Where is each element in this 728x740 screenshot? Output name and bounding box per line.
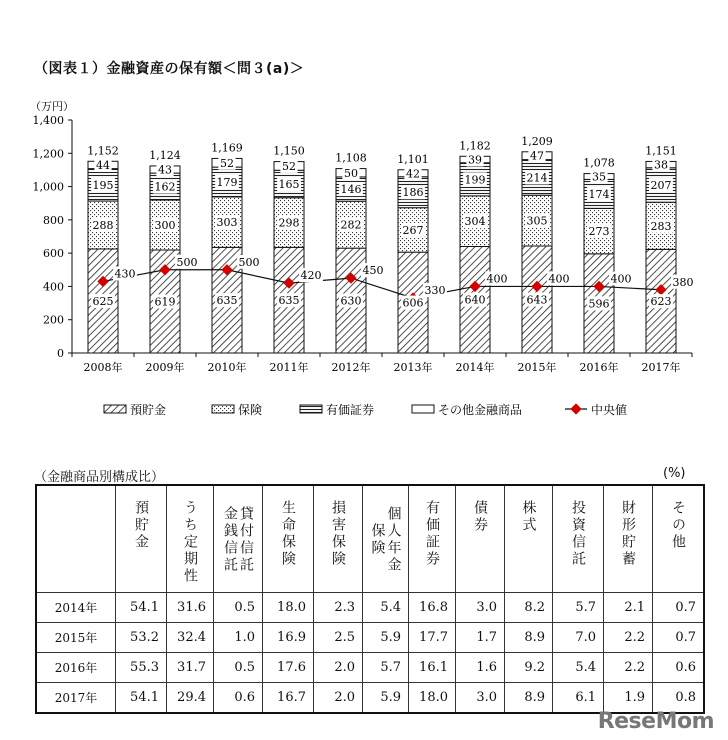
- table-cell: 29.4: [167, 683, 214, 714]
- data-label: 282: [340, 218, 362, 232]
- data-label: 606: [402, 296, 424, 310]
- resemom-logo: ReseMom: [597, 709, 714, 734]
- data-label: 195: [92, 178, 114, 192]
- total-label: 1,101: [397, 152, 429, 166]
- table-cell: 7.0: [553, 623, 604, 653]
- data-label: 207: [650, 178, 672, 192]
- data-label: 47: [530, 149, 544, 163]
- header-corner: [36, 485, 116, 593]
- table-cell: 18.0: [409, 683, 456, 714]
- table-cell: 31.7: [167, 653, 214, 683]
- row-year: 2017年: [36, 683, 116, 714]
- total-label: 1,108: [335, 151, 367, 165]
- data-label: 44: [96, 158, 110, 172]
- legend-swatch: [300, 405, 322, 413]
- table-cell: 5.7: [363, 653, 409, 683]
- header-bonds: 債券: [456, 485, 505, 593]
- data-label: 305: [526, 214, 548, 228]
- table-cell: 2.0: [314, 653, 363, 683]
- table-cell: 1.9: [604, 683, 653, 714]
- table-cell: 17.6: [263, 653, 314, 683]
- table-cell: 54.1: [116, 683, 167, 714]
- chart-title: （図表１）金融資産の保有額＜問３(a)＞: [34, 61, 305, 77]
- composition-table: [35, 484, 705, 714]
- data-label: 630: [340, 294, 362, 308]
- y-tick-label: 1,400: [32, 114, 64, 127]
- table-cell: 0.6: [653, 653, 705, 683]
- data-label: 267: [402, 223, 424, 237]
- header-life-insurance: 生命保険: [263, 485, 314, 593]
- data-label: 38: [654, 158, 668, 172]
- header-investment-trust: 投資信託: [553, 485, 604, 593]
- legend-label: 保険: [238, 403, 263, 417]
- row-year: 2015年: [36, 623, 116, 653]
- table-body: [36, 593, 704, 714]
- median-label: 400: [610, 272, 632, 286]
- table-cell: 16.9: [263, 623, 314, 653]
- x-tick-label: 2014年: [455, 361, 495, 374]
- table-cell: 16.8: [409, 593, 456, 623]
- x-tick-label: 2017年: [641, 361, 681, 374]
- table-cell: 6.1: [553, 683, 604, 714]
- data-label: 643: [526, 293, 548, 307]
- total-label: 1,124: [149, 148, 181, 162]
- legend-marker: [570, 403, 581, 414]
- data-label: 165: [278, 177, 300, 191]
- header-pension-insurance: 個人年金保険: [363, 485, 409, 593]
- table-cell: 16.7: [263, 683, 314, 714]
- data-label: 179: [216, 175, 238, 189]
- median-label: 500: [176, 255, 198, 269]
- x-tick-label: 2013年: [393, 361, 433, 374]
- table-cell: 2.2: [604, 623, 653, 653]
- data-label: 39: [468, 153, 482, 167]
- header-savings: 預貯金: [116, 485, 167, 593]
- data-label: 52: [282, 159, 296, 173]
- table-cell: 5.4: [553, 653, 604, 683]
- data-label: 596: [588, 297, 610, 311]
- x-tick-label: 2009年: [145, 361, 185, 374]
- table-cell: 5.9: [363, 623, 409, 653]
- table-cell: 31.6: [167, 593, 214, 623]
- y-tick-label: 1,200: [32, 147, 64, 161]
- data-label: 214: [526, 171, 548, 185]
- table-cell: 2.3: [314, 593, 363, 623]
- legend-swatch: [212, 405, 234, 413]
- table-cell: 0.7: [653, 593, 705, 623]
- table-cell: 2.5: [314, 623, 363, 653]
- table-cell: 0.6: [214, 683, 263, 714]
- legend-label: 有価証券: [326, 403, 375, 417]
- header-stocks: 株式: [505, 485, 553, 593]
- table-cell: 1.7: [456, 623, 505, 653]
- data-label: 304: [464, 215, 486, 229]
- table-cell: 9.2: [505, 653, 553, 683]
- legend-label: 預貯金: [130, 403, 167, 417]
- data-label: 635: [278, 294, 300, 308]
- data-label: 623: [650, 295, 672, 309]
- y-tick-label: 400: [43, 280, 64, 294]
- data-label: 635: [216, 294, 238, 308]
- table-cell: 1.0: [214, 623, 263, 653]
- table-cell: 3.0: [456, 593, 505, 623]
- table-cell: 2.1: [604, 593, 653, 623]
- x-tick-label: 2015年: [517, 361, 557, 374]
- median-label: 420: [300, 269, 322, 283]
- data-label: 52: [220, 156, 234, 170]
- row-year: 2016年: [36, 653, 116, 683]
- median-label: 450: [362, 264, 384, 278]
- data-label: 199: [464, 173, 486, 187]
- total-label: 1,169: [211, 141, 243, 155]
- table-header-row: [36, 485, 704, 593]
- table-cell: 8.9: [505, 683, 553, 714]
- data-label: 273: [588, 225, 610, 239]
- total-label: 1,152: [87, 144, 119, 158]
- header-zaikei: 財形貯蓄: [604, 485, 653, 593]
- table-cell: 18.0: [263, 593, 314, 623]
- table-row: [36, 593, 704, 623]
- header-nonlife-insurance: 損害保険: [314, 485, 363, 593]
- total-label: 1,182: [459, 139, 491, 153]
- table-cell: 8.9: [505, 623, 553, 653]
- y-tick-label: 600: [43, 247, 64, 261]
- total-label: 1,150: [273, 144, 305, 158]
- header-other: その他: [653, 485, 705, 593]
- table-cell: 5.7: [553, 593, 604, 623]
- table-cell: 54.1: [116, 593, 167, 623]
- data-label: 300: [154, 219, 176, 233]
- x-tick-label: 2011年: [269, 361, 309, 374]
- y-tick-label: 1,000: [32, 180, 64, 194]
- table-cell: 53.2: [116, 623, 167, 653]
- data-label: 162: [154, 180, 176, 194]
- table-title: （金融商品別構成比）: [34, 470, 165, 485]
- table-cell: 0.5: [214, 593, 263, 623]
- data-label: 174: [588, 187, 610, 201]
- data-label: 640: [464, 293, 486, 307]
- table-cell: 2.0: [314, 683, 363, 714]
- data-label: 35: [592, 170, 606, 184]
- table-cell: 55.3: [116, 653, 167, 683]
- legend-swatch: [412, 405, 434, 413]
- table-cell: 32.4: [167, 623, 214, 653]
- table-cell: 0.8: [653, 683, 705, 714]
- table-cell: 5.4: [363, 593, 409, 623]
- x-tick-label: 2008年: [83, 361, 123, 374]
- total-label: 1,209: [521, 134, 553, 148]
- y-tick-label: 200: [43, 313, 64, 327]
- y-unit-label: （万円）: [30, 100, 74, 113]
- y-tick-label: 800: [43, 213, 64, 227]
- x-tick-label: 2010年: [207, 361, 247, 374]
- median-label: 400: [486, 272, 508, 286]
- x-tick-label: 2016年: [579, 361, 619, 374]
- median-label: 500: [238, 255, 260, 269]
- table-cell: 16.1: [409, 653, 456, 683]
- data-label: 288: [92, 219, 114, 233]
- table-cell: 17.7: [409, 623, 456, 653]
- data-label: 298: [278, 216, 300, 230]
- data-label: 146: [340, 183, 362, 197]
- data-label: 303: [216, 216, 238, 230]
- header-fixed-term: うち定期性: [167, 485, 214, 593]
- composition-table-wrap: [35, 484, 705, 714]
- table-cell: 3.0: [456, 683, 505, 714]
- table-cell: 2.2: [604, 653, 653, 683]
- data-label: 619: [154, 295, 176, 309]
- table-row: [36, 653, 704, 683]
- table-cell: 1.6: [456, 653, 505, 683]
- header-trust: 貸付信託金銭信託: [214, 485, 263, 593]
- table-cell: 0.7: [653, 623, 705, 653]
- median-label: 330: [424, 284, 446, 298]
- table-cell: 5.9: [363, 683, 409, 714]
- data-label: 43: [158, 163, 172, 177]
- legend-label: その他金融商品: [438, 403, 523, 417]
- median-label: 380: [672, 275, 694, 289]
- y-tick-label: 0: [57, 347, 64, 360]
- data-label: 625: [92, 294, 114, 308]
- table-row: [36, 623, 704, 653]
- median-label: 430: [114, 267, 136, 281]
- table-cell: 0.5: [214, 653, 263, 683]
- total-label: 1,078: [583, 156, 615, 170]
- data-label: 50: [344, 166, 358, 180]
- header-securities: 有価証券: [409, 485, 456, 593]
- legend-label: 中央値: [591, 403, 628, 417]
- data-label: 283: [650, 219, 672, 233]
- x-tick-label: 2012年: [331, 361, 371, 374]
- table-unit: (%): [663, 466, 686, 481]
- total-label: 1,151: [645, 144, 677, 158]
- legend-swatch: [104, 405, 126, 413]
- median-label: 400: [548, 272, 570, 286]
- table-cell: 8.2: [505, 593, 553, 623]
- row-year: 2014年: [36, 593, 116, 623]
- data-label: 42: [406, 167, 420, 181]
- data-label: 186: [402, 186, 424, 200]
